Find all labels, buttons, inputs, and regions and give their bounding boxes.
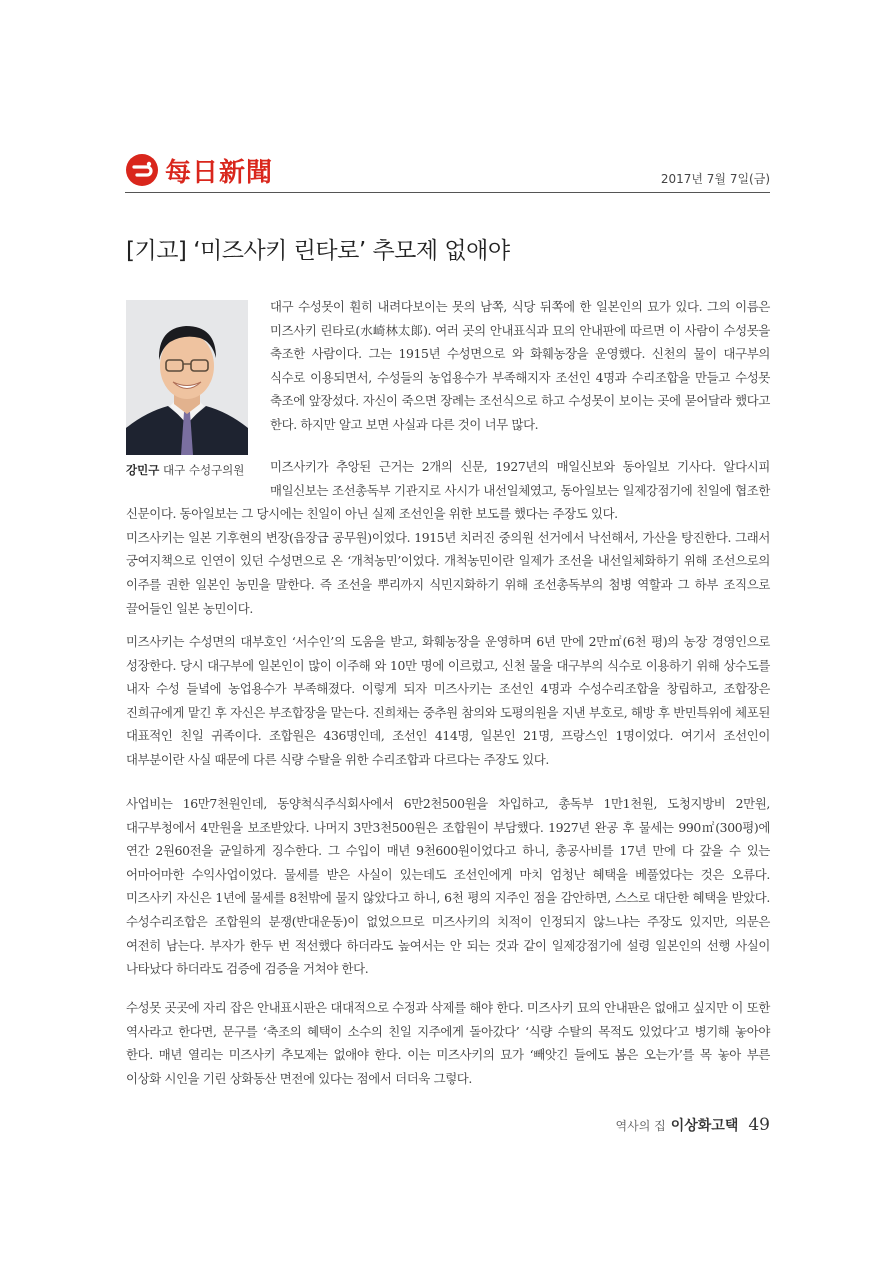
newspaper-logo xyxy=(125,153,273,187)
author-name: 강민구 xyxy=(126,463,160,477)
paragraph-text: 대구 수성못이 훤히 내려다보이는 못의 남쪽, 식당 뒤쪽에 한 일본인의 묘가 있다. 그의 이름은 미즈사키 린타로(水崎林太郞). 여러 곳의 안내표식과 묘의 안내판에 따르면 이 사람이 수성못을 축조한 사람이다. 그는 1915년 수성면으로 와 화훼농장을 운영했다. 신천의 물이 대구부의 식수로 이용되면서, 수성들의 농업용수가 부족해지자 조선인 4명과 수리조합을 만들고 수성못 축조에 앞장섰다. 자신이 죽으면 장례는 조선식으로 하고 수성못이 보이는 곳에 묻어달라 했다고 한다. 하지만 알고 보면 사실과 다른 것이 너무 많다. xyxy=(270,299,770,432)
article-paragraph-2 xyxy=(126,455,770,620)
author-title: 대구 수성구의원 xyxy=(162,463,245,477)
paragraph-text: 미즈사키는 수성면의 대부호인 ‘서수인’의 도움을 받고, 화훼농장을 운영하며 6년 만에 2만㎡(6천 평)의 농장 경영인으로 성장한다. 당시 대구부에 일본인이 많이 이주해 와 10만 명에 이르렀고, 신천 물을 대구부의 식수로 이용하기 위해 상수도를 내자 수성 들녘에 농업용수가 부족해졌다. 이렇게 되자 미즈사키는 조선인 4명과 수성수리조합을 창립하고, 조합장은 진희규에게 맡긴 후 자신은 부조합장을 맡는다. 진희채는 중추원 참의와 도평의원을 지낸 부호로, 해방 후 반민특위에 체포된 대표적인 친일 귀족이다. 조합원은 436명인데, 조선인 414명, 일본인 21명, 프랑스인 1명이었다. 여기서 조선인이 대부분이란 사실 때문에 다른 식량 수탈을 위한 수리조합과 다르다는 주장도 있다. xyxy=(126,634,770,767)
newspaper-name: 每日新聞 xyxy=(165,157,274,188)
footer-section: 역사의 집 xyxy=(615,1119,666,1133)
author-photo xyxy=(126,300,248,455)
paragraph-text: 미즈사키는 일본 기후현의 변장(읍장급 공무원)이었다. 1915년 치러진 중의원 선거에서 낙선해서, 가산을 탕진한다. 그래서 궁여지책으로 인연이 있던 수성면으로 온 ‘개척농민’이었다. 개척농민이란 일제가 조선을 내선일체화하기 위해 조선으로의 이주를 권한 일본인 농민을 말한다. 즉 조선을 뿌리까지 식민지화하기 위해 조선총독부의 첨병 역할과 그 하부 조직으로 끌어들인 일본 농민이다. xyxy=(126,529,770,616)
newspaper-logo-icon xyxy=(125,153,159,187)
article-paragraph-3 xyxy=(126,630,770,772)
article-paragraph-5 xyxy=(126,996,770,1090)
article-paragraph-4 xyxy=(126,792,770,981)
page-number: 49 xyxy=(748,1115,770,1135)
page-footer xyxy=(616,1115,770,1135)
header-divider xyxy=(125,192,770,193)
caption-wrap-spacer xyxy=(126,455,270,502)
paragraph-text: 미즈사키가 추앙된 근거는 2개의 신문, 1927년의 매일신보와 동아일보 기사다. 알다시피 매일신보는 조선총독부 기관지로 사시가 내선일체였고, 동아일보는 일제강점기에 친일에 협조한 신문이다. 동아일보는 그 당시에는 친일이 아닌 실제 조선인을 위한 보도를 했다는 주장도 있다. xyxy=(126,459,770,522)
article-paragraph-1 xyxy=(270,295,770,437)
publication-date: 2017년 7월 7일(금) xyxy=(660,172,770,186)
author-portrait-image xyxy=(126,300,248,455)
article-title: [기고] ‘미즈사키 린타로’ 추모제 없애야 xyxy=(126,238,510,264)
paragraph-text: 수성못 곳곳에 자리 잡은 안내표시판은 대대적으로 수정과 삭제를 해야 한다. 미즈사키 묘의 안내판은 없애고 싶지만 이 또한 역사라고 한다면, 문구를 ‘축조의 혜택이 소수의 친일 지주에게 돌아갔다’ ‘식량 수탈의 목적도 있었다’고 병기해 놓아야 한다. 매년 열리는 미즈사키 추모제는 없애야 한다. 이는 미즈사키의 묘가 ‘빼앗긴 들에도 봄은 오는가’를 목 놓아 부른 이상화 시인을 기린 상화동산 면전에 있다는 점에서 더더욱 그렇다. xyxy=(126,1000,770,1086)
paragraph-text: 사업비는 16만7천원인데, 동양척식주식회사에서 6만2천500원을 차입하고, 총독부 1만1천원, 도청지방비 2만원, 대구부청에서 4만원을 보조받았다. 나머지 3만3천500원은 조합원이 부담했다. 1927년 완공 후 물세는 990㎡(300평)에 연간 2원60전을 균일하게 징수한다. 그 수입이 매년 9천600원이었다고 하니, 총공사비를 17년 만에 다 갚을 수 있는 어마어마한 수익사업이었다. 물세를 받은 사실이 있는데도 조선인에게 마치 엄청난 혜택을 베풀었다는 것은 오류다. 미즈사키 자신은 1년에 물세를 8천밖에 물지 않았다고 하니, 6천 평의 지주인 점을 감안하면, 스스로 대단한 혜택을 받았다. 수성수리조합은 조합원의 분쟁(반대운동)이 없었으므로 미즈사키의 치적이 인정되지 않느냐는 주장도 있지만, 의문은 여전히 남는다. 부자가 한두 번 적선했다 하더라도 높여서는 안 되는 것과 같이 일제강점기에 설령 일본인의 선행 사실이 나타났다 하더라도 검증에 검증을 거쳐야 한다. xyxy=(126,796,770,977)
footer-brand: 이상화고택 xyxy=(670,1118,739,1134)
